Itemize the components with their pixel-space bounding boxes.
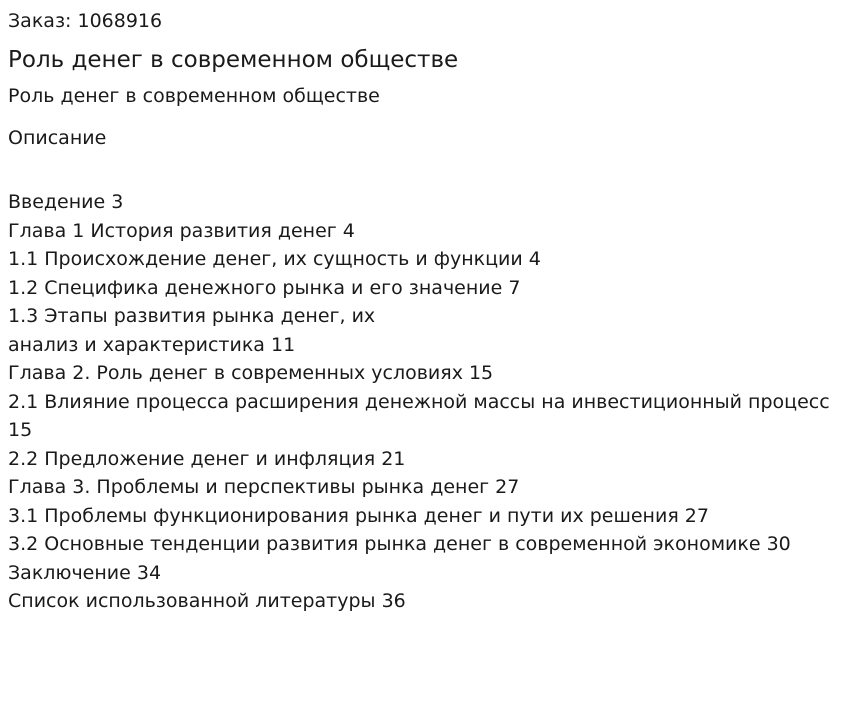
toc-item: Список использованной литературы 36 <box>8 590 406 612</box>
toc-item: 3.1 Проблемы функционирования рынка денег и пути их решения 27 <box>8 504 709 527</box>
toc-item: Заключение 34 <box>8 561 162 584</box>
table-of-contents <box>8 188 839 616</box>
toc-item: 2.1 Влияние процесса расширения денежной массы на инвестиционный процесс <box>8 390 830 413</box>
toc-item: Глава 3. Проблемы и перспективы рынка денег 27 <box>8 476 520 498</box>
toc-item: анализ и характеристика 11 <box>8 333 296 356</box>
toc-item: Глава 1 История развития денег 4 <box>8 219 355 242</box>
toc-item: 1.2 Специфика денежного рынка и его значение 7 <box>8 276 521 299</box>
toc-item: 1.3 Этапы развития рынка денег, их <box>8 305 376 327</box>
toc-item: 3.2 Основные тенденции развития рынка денег в современной экономике 30 <box>8 533 791 555</box>
toc-item: 1.1 Происхождение денег, их сущность и функции 4 <box>8 248 541 270</box>
toc-item: 15 <box>8 419 33 441</box>
description-heading: Описание <box>8 127 107 149</box>
page-title: Роль денег в современном обществе <box>8 47 459 73</box>
toc-item: Введение 3 <box>8 191 124 213</box>
toc-item: Глава 2. Роль денег в современных условиях 15 <box>8 362 494 384</box>
toc-item: 2.2 Предложение денег и инфляция 21 <box>8 447 406 470</box>
order-number: Заказ: 1068916 <box>8 10 163 32</box>
page-subtitle: Роль денег в современном обществе <box>8 85 380 107</box>
